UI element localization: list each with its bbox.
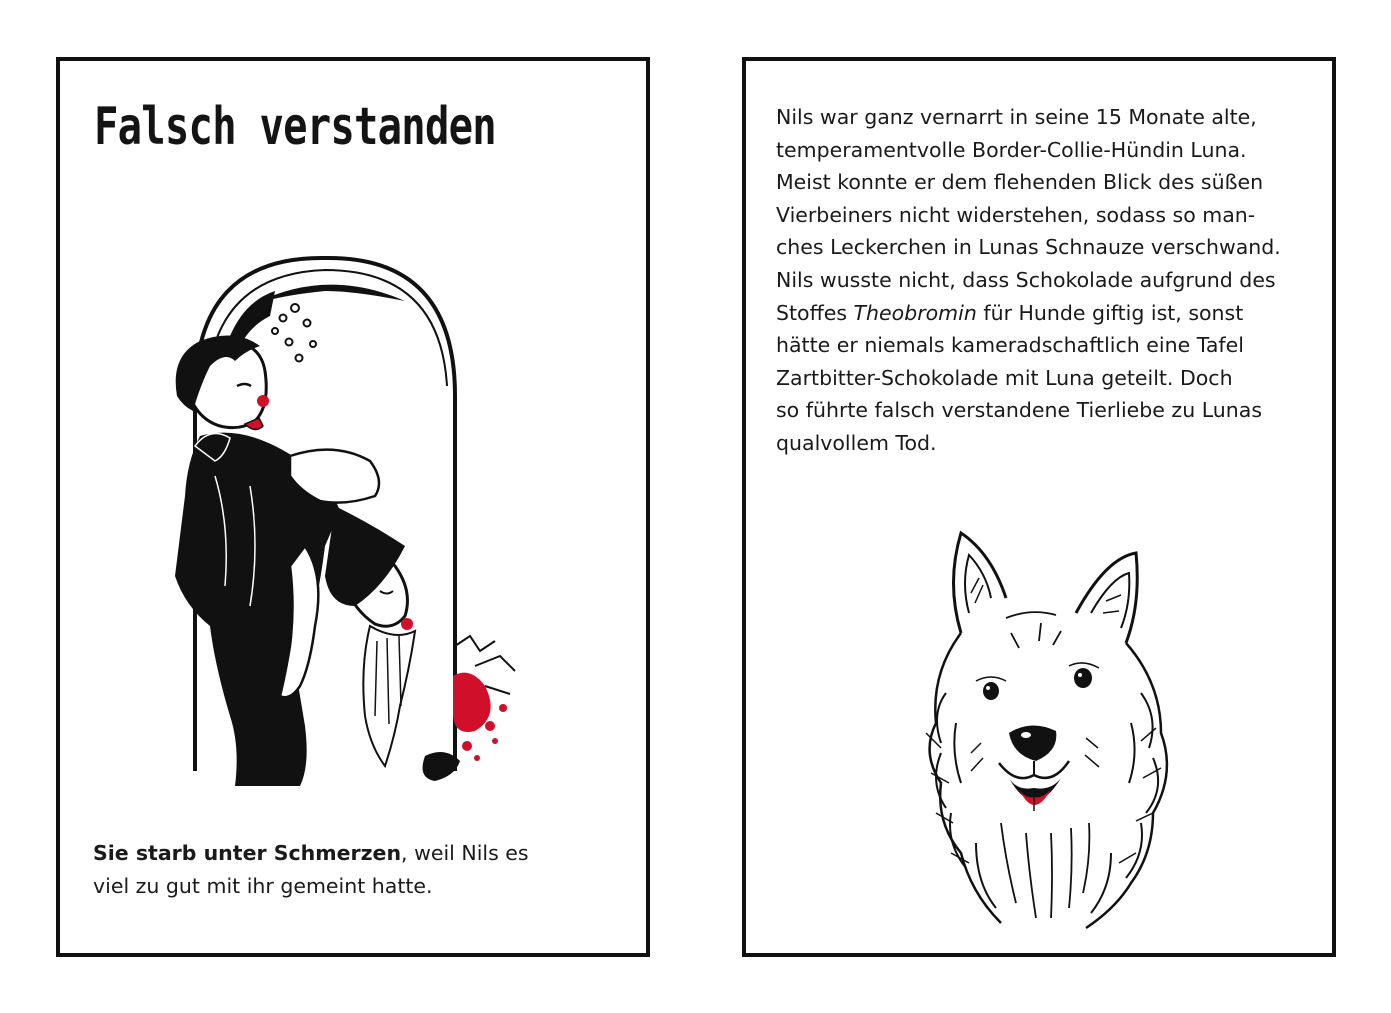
- story-line: ches Leckerchen in Lunas Schnauze verschwand.: [776, 235, 1281, 260]
- story-line: qualvollem Tod.: [776, 430, 937, 455]
- dog-illustration: [891, 523, 1191, 935]
- story-text: [776, 101, 1316, 460]
- story-line: so führte falsch verstandene Tierliebe zu Lunas: [776, 398, 1262, 423]
- caption-bold: Sie starb unter Schmerzen: [93, 841, 402, 865]
- story-line: Meist konnte er dem flehenden Blick des süßen: [776, 170, 1264, 195]
- story-line: temperamentvolle Border-Collie-Hündin Luna.: [776, 137, 1247, 162]
- vampire-illustration: [155, 246, 545, 786]
- story-text-segment: Stoffes: [776, 300, 854, 325]
- story-line: Nils wusste nicht, dass Schokolade aufgrund des: [776, 267, 1276, 292]
- story-line: Vierbeiners nicht widerstehen, sodass so man-: [776, 202, 1256, 227]
- story-text-segment: für Hunde giftig ist, sonst: [976, 300, 1244, 325]
- card-caption: [93, 837, 543, 903]
- caption-rest: , weil Nils es viel zu gut mit ihr gemeint hatte.: [93, 841, 529, 898]
- story-line: [776, 297, 1316, 330]
- story-line: hätte er niemals kameradschaftlich eine Tafel: [776, 333, 1244, 358]
- story-italic-term: Theobromin: [853, 300, 977, 325]
- right-card: [742, 57, 1336, 957]
- left-card: [56, 57, 650, 957]
- story-line: Nils war ganz vernarrt in seine 15 Monate alte,: [776, 105, 1257, 129]
- card-title: Falsch verstanden: [94, 97, 496, 157]
- story-line: Zartbitter-Schokolade mit Luna geteilt. Doch: [776, 365, 1233, 390]
